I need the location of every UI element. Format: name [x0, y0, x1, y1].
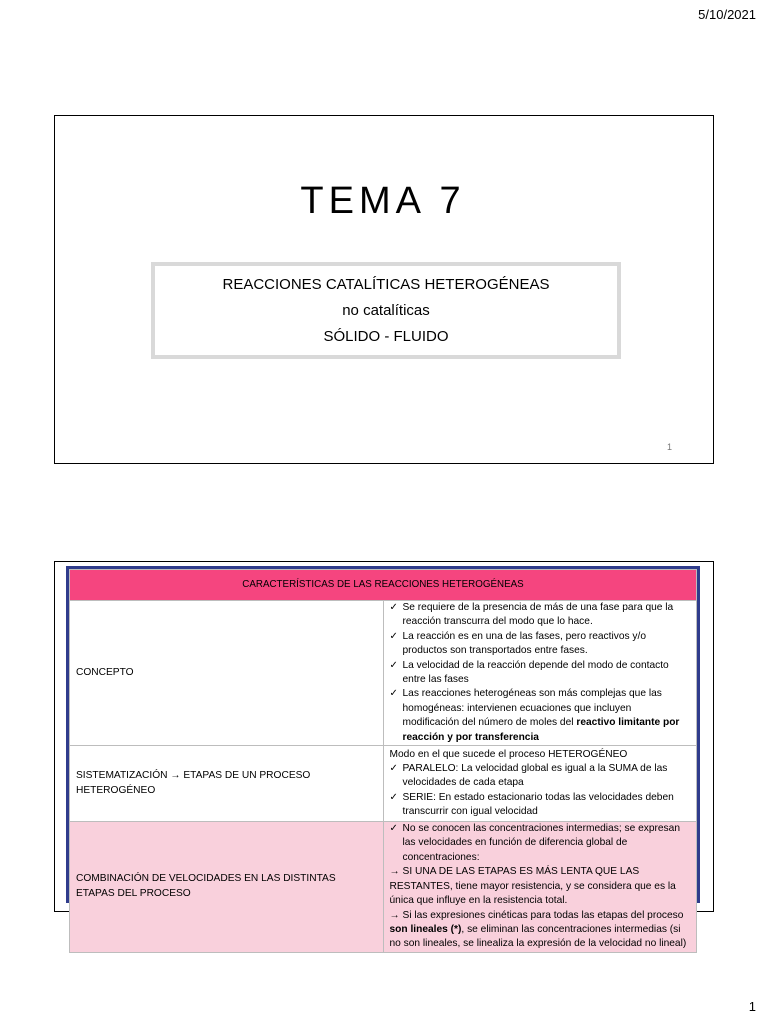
subtitle-line-1: REACCIONES CATALÍTICAS HETEROGÉNEAS — [222, 275, 550, 293]
row-label-combinacion: COMBINACIÓN DE VELOCIDADES EN LAS DISTINTAS ETAPAS DEL PROCESO — [70, 822, 384, 953]
characteristics-table — [66, 566, 700, 950]
arrow-line-1: → SI UNA DE LAS ETAPAS ES MÁS LENTA QUE LAS RESTANTES, tiene mayor resistencia, y se considera que es la única que influye en la resistencia total. — [389, 866, 676, 907]
list-item: ✓ La velocidad de la reacción depende del modo de contacto entre las fases — [390, 659, 691, 688]
slide-number: 1 — [667, 442, 673, 452]
arrow-line-text: → Si las expresiones cinéticas para todas las etapas del proceso — [389, 909, 684, 921]
table-header: CARACTERÍSTICAS DE LAS REACCIONES HETEROGÉNEAS — [70, 570, 697, 601]
subtitle-box — [151, 262, 621, 359]
row-content-concepto — [383, 601, 697, 746]
list-item: ✓ Se requiere de la presencia de más de una fase para que la reacción transcurra del modo que lo hace. — [390, 601, 691, 630]
page-date: 5/10/2021 — [698, 7, 756, 22]
page-number: 1 — [748, 999, 756, 1014]
bold-text: son lineales (*) — [389, 923, 462, 935]
row-label-concepto: CONCEPTO — [70, 601, 384, 746]
bold-text: reactivo limitante por reacción y por transferencia — [402, 717, 680, 743]
row-content-sistematizacion — [383, 746, 697, 822]
row-content-combinacion — [383, 822, 697, 953]
row-label-sistematizacion: SISTEMATIZACIÓN → ETAPAS DE UN PROCESO HETEROGÉNEO — [70, 746, 384, 822]
row-intro: Modo en el que sucede el proceso HETEROGÉNEO — [389, 748, 628, 760]
list-item: ✓ SERIE: En estado estacionario todas las velocidades deben transcurrir con igual velocidad — [390, 791, 691, 820]
list-item: ✓ PARALELO: La velocidad global es igual a la SUMA de las velocidades de cada etapa — [390, 762, 691, 791]
list-item: ✓ La reacción es en una de las fases, pero reactivos y/o productos son transportados entre fases. — [390, 630, 691, 659]
subtitle-line-2: no catalíticas — [342, 301, 430, 319]
list-item — [390, 687, 691, 745]
arrow-line-2 — [390, 909, 691, 952]
list-item: ✓ No se conocen las concentraciones intermedias; se expresan las velocidades en función de diferencia global de concentraciones: — [390, 822, 691, 865]
arrow-line-text: , se eliminan las concentraciones intermedias (si no son lineales, se linealiza la expresión de la velocidad no lineal) — [389, 923, 687, 950]
list-item-text: Las reacciones heterogéneas son más complejas que las homogéneas: intervienen ecuaciones que incluyen modificación del número de moles del — [402, 688, 662, 729]
slide-title: TEMA 7 — [300, 180, 466, 222]
subtitle-line-3: SÓLIDO - FLUIDO — [323, 327, 449, 345]
